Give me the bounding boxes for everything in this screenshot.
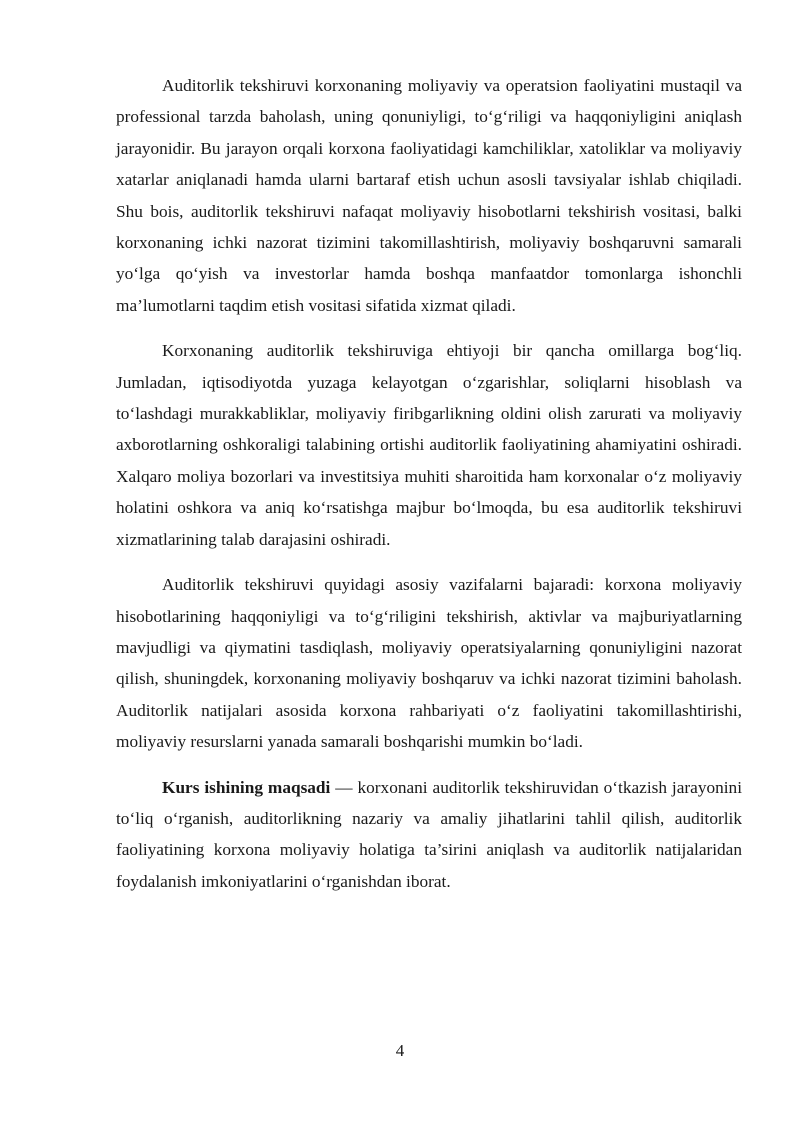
course-goal-heading: Kurs ishining maqsadi: [162, 777, 331, 797]
course-goal-text: — korxonani auditorlik tekshiruvidan o‘tkazish jarayonini to‘liq o‘rganish, auditorlikning nazariy va amaliy jihatlarini tahlil qilish, auditorlik faoliyatining korxona moliyaviy holatiga ta’sirini aniqlash va auditorlik natijalaridan foydalanish imkoniyatlarini o‘rganishdan iborat.: [116, 777, 742, 891]
paragraph-audit-tasks: Auditorlik tekshiruvi quyidagi asosiy vazifalarni bajaradi: korxona moliyaviy hisobotlarining haqqoniyligi va to‘g‘riligini tekshirish, aktivlar va majburiyatlarning mavjudligi va qiymatini tasdiqlash, moliyaviy operatsiyalarning qonuniyligini nazorat qilish, shuningdek, korxonaning moliyaviy boshqaruv va ichki nazorat tizimini baholash. Auditorlik natijalari asosida korxona rahbariyati o‘z faoliyatini takomillashtirishi, moliyaviy resurslarni yanada samarali boshqarishi mumkin bo‘ladi.: [116, 575, 742, 752]
paragraph-audit-need: Korxonaning auditorlik tekshiruviga ehtiyoji bir qancha omillarga bog‘liq. Jumladan, iqtisodiyotda yuzaga kelayotgan o‘zgarishlar, soliqlarni hisoblash va to‘lashdagi murakkabliklar, moliyaviy firibgarlikning oldini olish zarurati va moliyaviy axborotlarning oshkoraligi talabining ortishi auditorlik faoliyatining ahamiyatini oshiradi. Xalqaro moliya bozorlari va investitsiya muhiti sharoitida ham korxonalar o‘z moliyaviy holatini oshkora va aniq ko‘rsatishga majbur bo‘lmoqda, bu esa auditorlik tekshiruvi xizmatlarining talab darajasini oshiradi.: [116, 341, 742, 549]
paragraph-course-goal: [116, 772, 742, 898]
page-number: 4: [395, 1041, 405, 1060]
document-page: [116, 70, 742, 911]
paragraph-audit-definition: Auditorlik tekshiruvi korxonaning moliyaviy va operatsion faoliyatini mustaqil va professional tarzda baholash, uning qonuniyligi, to‘g‘riligi va haqqoniyligini aniqlash jarayonidir. Bu jarayon orqali korxona faoliyatidagi kamchiliklar, xatoliklar va moliyaviy xatarlar aniqlanadi hamda ularni bartaraf etish uchun asosli tavsiyalar ishlab chiqiladi. Shu bois, auditorlik tekshiruvi nafaqat moliyaviy hisobotlarni tekshirish vositasi, balki korxonaning ichki nazorat tizimini takomillashtirish, moliyaviy boshqaruvni samarali yo‘lga qo‘yish va investorlar hamda boshqa manfaatdor tomonlarga ishonchli ma’lumotlarni taqdim etish vositasi sifatida xizmat qiladi.: [116, 76, 742, 315]
